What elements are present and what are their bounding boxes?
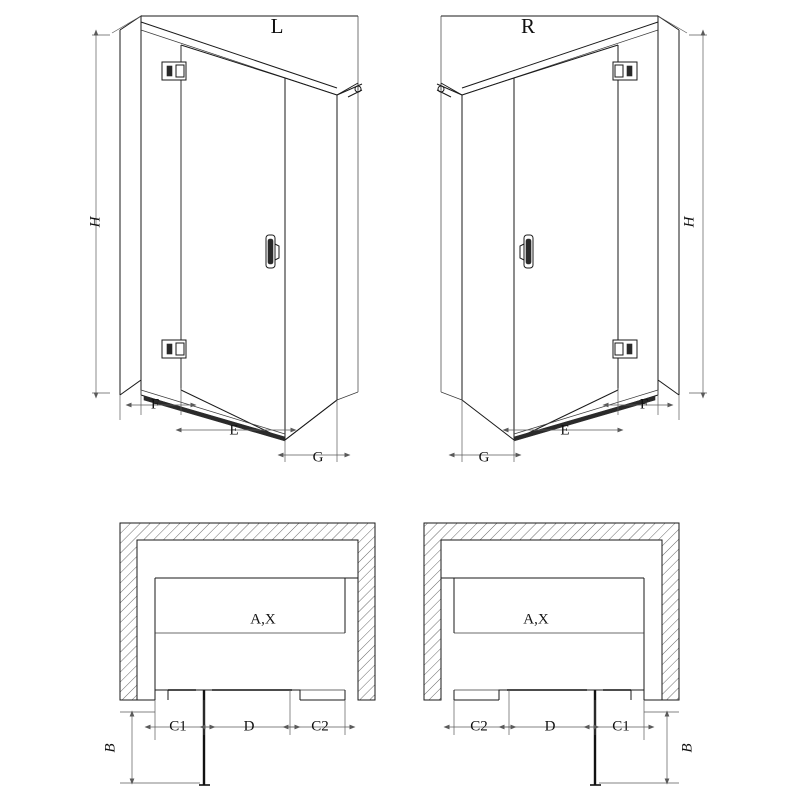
variant-label-R: R	[520, 13, 536, 38]
dimension-F-left: F	[150, 396, 160, 413]
variant-label-L: L	[270, 13, 284, 38]
dimension-C2-right: C2	[470, 718, 488, 735]
plan-left-group	[102, 523, 375, 785]
dimension-G-right: G	[478, 449, 490, 466]
dimension-E-left: E	[229, 422, 239, 439]
wall-hatching	[120, 523, 375, 700]
elevation-left-group	[87, 14, 362, 466]
dimension-H-right: H	[681, 216, 698, 228]
dimension-D-left: D	[243, 718, 255, 735]
dimension-B-right: B	[679, 743, 696, 753]
dimension-G-left: G	[312, 449, 324, 466]
wall-hatching	[424, 523, 679, 700]
hinge-icon	[613, 340, 637, 358]
plan-right-group	[424, 523, 695, 785]
elevation-right-group	[437, 14, 707, 466]
dimension-D-right: D	[544, 718, 556, 735]
plan-left-top-label: A,X	[250, 611, 276, 628]
dimension-F-right: F	[639, 396, 649, 413]
plan-right-top-label: A,X	[523, 611, 549, 628]
dimension-H-left: H	[87, 216, 104, 228]
door-handle-icon	[520, 235, 533, 268]
dimension-C1-left: C1	[169, 718, 187, 735]
dimension-C2-left: C2	[311, 718, 329, 735]
hinge-icon	[162, 62, 186, 80]
door-handle-icon	[266, 235, 279, 268]
hinge-icon	[162, 340, 186, 358]
dimension-E-right: E	[560, 422, 570, 439]
dimension-C1-right: C1	[612, 718, 630, 735]
hinge-icon	[613, 62, 637, 80]
dimension-B-left: B	[102, 743, 119, 753]
